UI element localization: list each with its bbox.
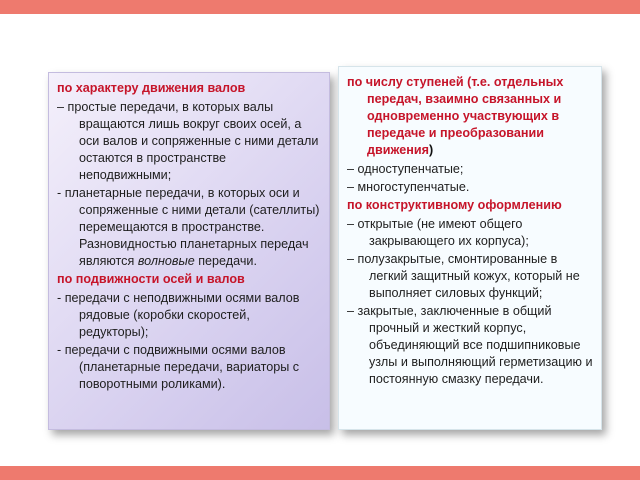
list-item: – открытые (не имеют общего закрывающего их корпуса); <box>347 217 529 248</box>
top-accent-bar <box>0 0 640 14</box>
item-text: - планетарные передачи, в которых оси и сопряженные с ними детали (сателлиты) перемещаются в пространстве. Разновидностью планетарных передач являются <box>57 186 320 268</box>
bottom-accent-bar <box>0 466 640 480</box>
list-item <box>57 185 321 270</box>
heading-shaft-motion: по характеру движения валов <box>57 81 246 95</box>
heading-text: по числу ступеней (т.е. отдельных передач, взаимно связанных и одновременно участвующих в передаче и преобразовании движения <box>347 75 564 157</box>
heading-stage-count <box>347 74 593 159</box>
left-card <box>48 72 330 430</box>
heading-axis-mobility: по подвижности осей и валов <box>57 272 245 286</box>
list-item: – закрытые, заключенные в общий прочный и жесткий корпус, объединяющий все подшипниковые узлы и выполняющий герметизацию и постоянную смазку передачи. <box>347 304 593 386</box>
list-item: – полузакрытые, смонтированные в легкий защитный кожух, который не выполняет силовых функций; <box>347 252 580 300</box>
list-item: - передачи с подвижными осями валов (планетарные передачи, вариаторы с поворотными роликами). <box>57 343 300 391</box>
item-text: передачи. <box>194 254 257 268</box>
heading-close-paren: ) <box>428 143 434 157</box>
item-emphasis: волновые <box>137 254 195 268</box>
list-item: – простые передачи, в которых валы вращаются лишь вокруг своих осей, а оси валов и сопряженные с ними детали остаются в пространстве неподвижными; <box>57 100 319 182</box>
right-card <box>338 66 602 430</box>
list-item: – одноступенчатые; <box>347 162 464 176</box>
list-item: – многоступенчатые. <box>347 180 470 194</box>
heading-design: по конструктивному оформлению <box>347 198 562 212</box>
list-item: - передачи с неподвижными осями валов рядовые (коробки скоростей, редукторы); <box>57 291 300 339</box>
